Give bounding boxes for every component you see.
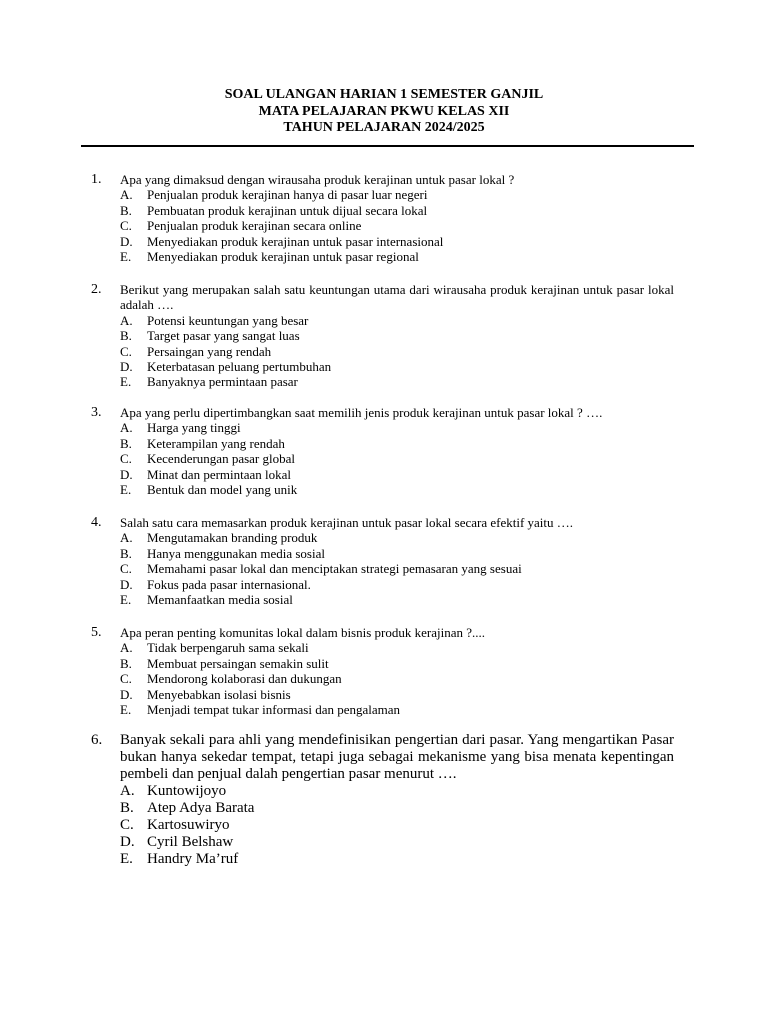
option-a [120, 187, 674, 202]
option-letter: C. [120, 561, 132, 577]
option-letter: D. [120, 686, 133, 702]
option-d [120, 577, 674, 592]
option-text: Menyediakan produk kerajinan untuk pasar regional [147, 249, 419, 265]
question-text: Salah satu cara memasarkan produk kerajinan untuk pasar lokal secara efektif yaitu …. [120, 515, 574, 530]
subject-title: MATA PELAJARAN PKWU KELAS XII [258, 103, 510, 119]
option-a [120, 420, 674, 435]
option-text: Handry Ma’ruf [147, 851, 239, 867]
option-e [120, 702, 674, 717]
option-letter: D. [120, 576, 133, 592]
option-letter: D. [120, 466, 133, 482]
exam-title: SOAL ULANGAN HARIAN 1 SEMESTER GANJIL [224, 87, 544, 102]
option-a [120, 783, 674, 800]
option-text: Kartosuwiryo [147, 817, 230, 833]
option-a [120, 313, 674, 328]
option-letter: B. [120, 655, 132, 671]
option-c [120, 671, 674, 686]
option-text: Kecenderungan pasar global [147, 451, 295, 467]
option-text: Tidak berpengaruh sama sekali [147, 640, 309, 656]
option-e [120, 851, 674, 868]
question-text: Apa yang dimaksud dengan wirausaha produk kerajinan untuk pasar lokal ? [120, 172, 515, 187]
option-text: Penjualan produk kerajinan secara online [147, 218, 362, 234]
option-letter: A. [120, 640, 133, 656]
option-letter: B. [120, 800, 134, 816]
option-d [120, 687, 674, 702]
option-e [120, 249, 674, 264]
option-d [120, 834, 674, 851]
option-text: Mengutamakan branding produk [147, 530, 318, 546]
option-letter: B. [120, 202, 132, 218]
question-text: Berikut yang merupakan salah satu keuntungan utama dari wirausaha produk kerajinan untuk pasar lokal adalah …. [120, 282, 674, 313]
option-d [120, 234, 674, 249]
option-letter: E. [120, 702, 132, 718]
question-text: Banyak sekali para ahli yang mendefinisikan pengertian dari pasar. Yang mengartikan Pasar bukan hanya sekedar tempat, tetapi juga sebagai mekanisme yang bisa menata kepentingan pembeli dan penjual dalah pengertian pasar menurut …. [120, 732, 674, 782]
option-letter: D. [120, 233, 133, 249]
option-letter: B. [120, 545, 132, 561]
option-text: Menyebabkan isolasi bisnis [147, 686, 291, 702]
option-letter: C. [120, 817, 134, 833]
option-c [120, 561, 674, 576]
option-c [120, 218, 674, 233]
document-header [0, 87, 768, 137]
option-c [120, 817, 674, 834]
question-1 [91, 172, 674, 264]
option-b [120, 436, 674, 451]
option-letter: D. [120, 834, 135, 850]
option-a [120, 530, 674, 545]
question-text: Apa yang perlu dipertimbangkan saat memilih jenis produk kerajinan untuk pasar lokal ? …. [120, 405, 603, 420]
question-number: 1. [91, 172, 102, 187]
option-text: Bentuk dan model yang unik [147, 482, 298, 498]
option-text: Potensi keuntungan yang besar [147, 312, 309, 328]
option-text: Kuntowijoyo [147, 783, 227, 799]
option-letter: E. [120, 374, 132, 390]
option-text: Menjadi tempat tukar informasi dan pengalaman [147, 702, 401, 718]
option-text: Fokus pada pasar internasional. [147, 576, 311, 592]
question-text: Apa peran penting komunitas lokal dalam bisnis produk kerajinan ?.... [120, 625, 485, 640]
question-2 [91, 282, 674, 390]
option-text: Cyril Belshaw [147, 834, 234, 850]
option-text: Minat dan permintaan lokal [147, 466, 292, 482]
option-text: Menyediakan produk kerajinan untuk pasar internasional [147, 233, 444, 249]
option-letter: A. [120, 312, 133, 328]
question-number: 6. [91, 732, 103, 748]
option-c [120, 344, 674, 359]
header-divider [81, 145, 694, 147]
option-letter: E. [120, 592, 132, 608]
option-text: Hanya menggunakan media sosial [147, 545, 325, 561]
option-text: Persaingan yang rendah [147, 343, 272, 359]
question-4 [91, 515, 674, 607]
option-letter: A. [120, 783, 135, 799]
option-text: Penjualan produk kerajinan hanya di pasar luar negeri [147, 187, 428, 203]
option-text: Keterbatasan peluang pertumbuhan [147, 359, 332, 375]
option-letter: C. [120, 671, 132, 687]
option-b [120, 328, 674, 343]
option-letter: B. [120, 328, 132, 344]
question-number: 3. [91, 405, 102, 420]
option-letter: D. [120, 359, 133, 375]
option-letter: A. [120, 530, 133, 546]
option-letter: B. [120, 435, 132, 451]
option-letter: E. [120, 249, 132, 265]
option-letter: E. [120, 851, 133, 867]
option-d [120, 467, 674, 482]
question-3 [91, 405, 674, 497]
option-text: Keterampilan yang rendah [147, 435, 285, 451]
option-text: Target pasar yang sangat luas [147, 328, 300, 344]
question-6 [91, 732, 674, 868]
option-letter: A. [120, 187, 133, 203]
academic-year: TAHUN PELAJARAN 2024/2025 [283, 120, 485, 135]
option-letter: E. [120, 482, 132, 498]
option-letter: C. [120, 343, 132, 359]
option-d [120, 359, 674, 374]
option-e [120, 592, 674, 607]
option-letter: A. [120, 420, 133, 436]
option-letter: C. [120, 218, 132, 234]
question-number: 2. [91, 282, 102, 297]
option-text: Pembuatan produk kerajinan untuk dijual secara lokal [147, 202, 428, 218]
option-e [120, 374, 674, 389]
question-number: 4. [91, 515, 102, 530]
option-b [120, 656, 674, 671]
option-b [120, 800, 674, 817]
option-text: Banyaknya permintaan pasar [147, 374, 298, 390]
option-text: Atep Adya Barata [147, 800, 255, 816]
option-c [120, 451, 674, 466]
option-b [120, 203, 674, 218]
option-text: Harga yang tinggi [147, 420, 241, 436]
option-text: Mendorong kolaborasi dan dukungan [147, 671, 342, 687]
option-text: Membuat persaingan semakin sulit [147, 655, 329, 671]
option-text: Memanfaatkan media sosial [147, 592, 293, 608]
option-letter: C. [120, 451, 132, 467]
option-a [120, 640, 674, 655]
option-text: Memahami pasar lokal dan menciptakan strategi pemasaran yang sesuai [147, 561, 522, 577]
option-e [120, 482, 674, 497]
option-b [120, 546, 674, 561]
question-number: 5. [91, 625, 102, 640]
question-5 [91, 625, 674, 717]
